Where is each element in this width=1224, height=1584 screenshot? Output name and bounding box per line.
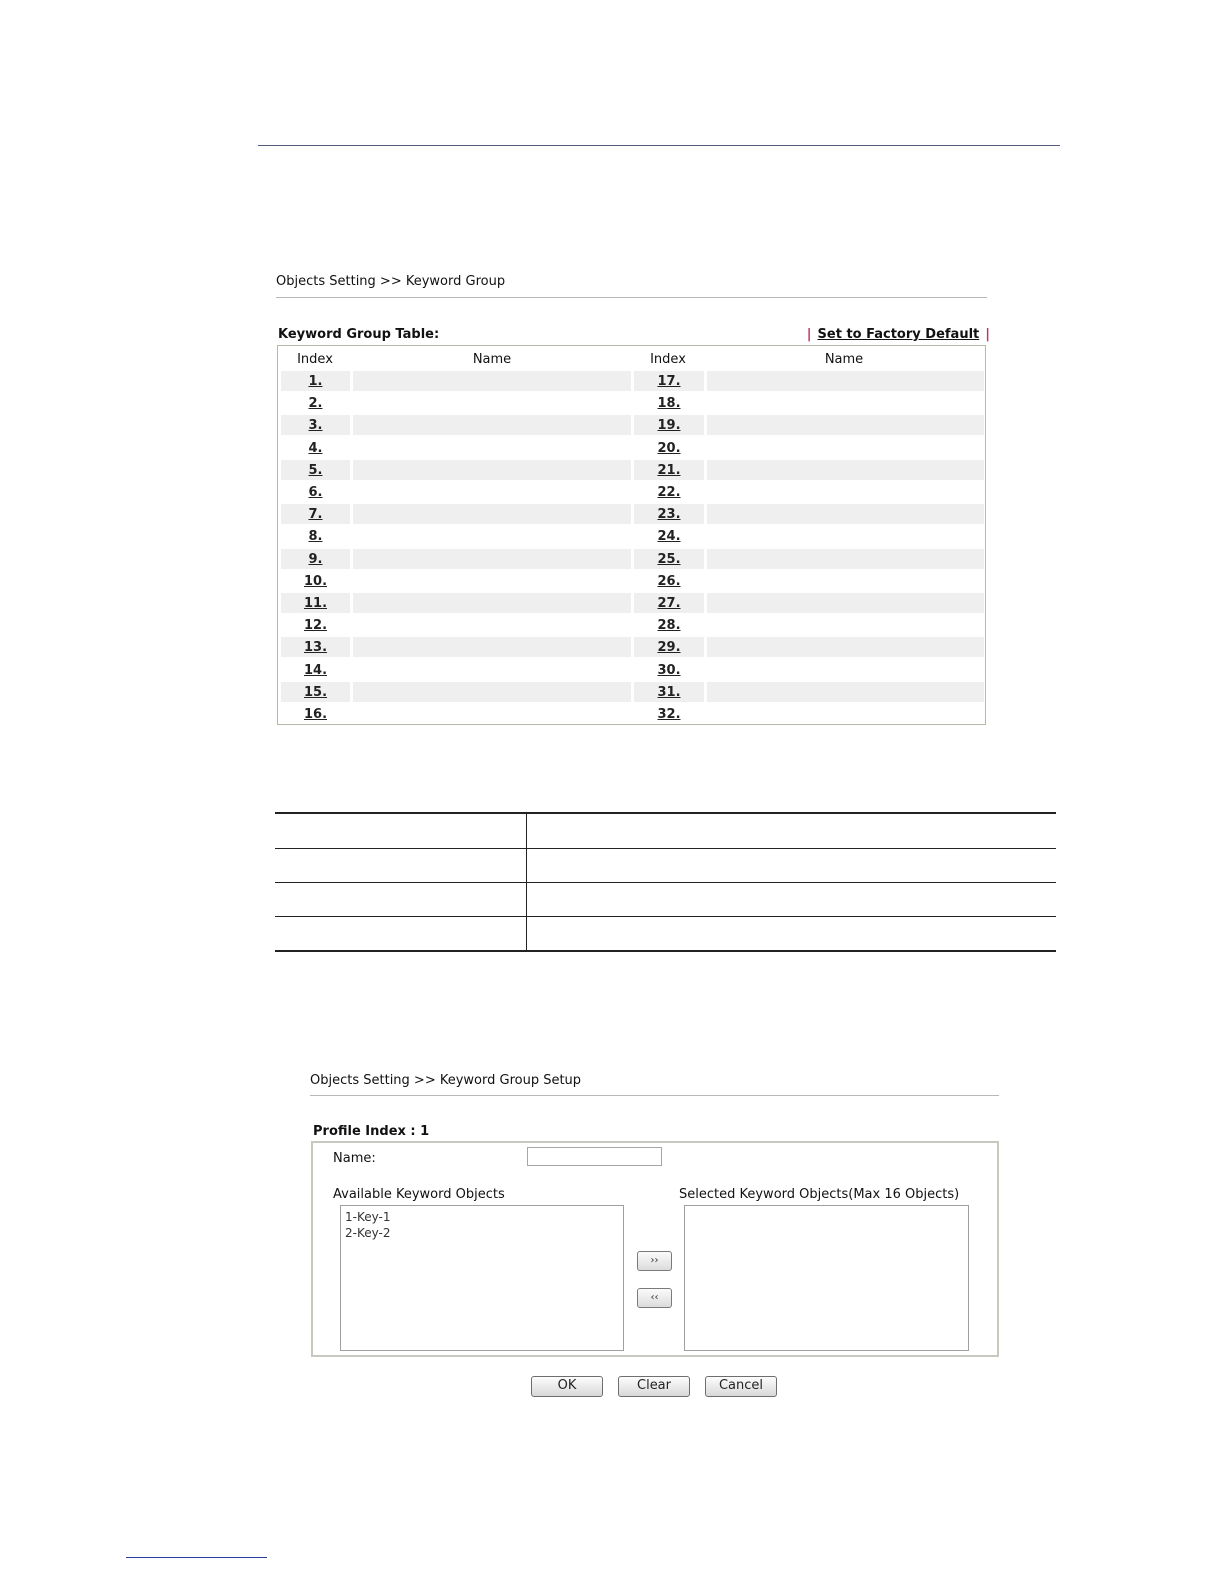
name-cell xyxy=(707,593,984,613)
name-cell xyxy=(707,549,984,569)
index-cell xyxy=(281,660,350,680)
separator: | xyxy=(806,327,812,342)
table-row xyxy=(281,549,984,569)
index-cell xyxy=(634,393,704,413)
index-link[interactable]: 7. xyxy=(308,507,323,523)
index-link[interactable]: 5. xyxy=(308,462,323,478)
keyword-group-table xyxy=(277,345,986,725)
index-link[interactable]: 26. xyxy=(657,573,681,589)
index-cell xyxy=(281,682,350,702)
table-row xyxy=(281,571,984,591)
index-cell xyxy=(634,682,704,702)
index-cell xyxy=(634,460,704,480)
index-cell xyxy=(634,526,704,546)
table-row xyxy=(281,415,984,435)
index-cell xyxy=(281,571,350,591)
name-cell xyxy=(707,371,984,391)
table-row xyxy=(281,438,984,458)
index-link[interactable]: 28. xyxy=(657,618,681,634)
table-row xyxy=(281,637,984,657)
index-cell xyxy=(281,482,350,502)
index-cell xyxy=(281,593,350,613)
table-row xyxy=(281,615,984,635)
name-cell xyxy=(353,438,631,458)
name-cell xyxy=(707,615,984,635)
name-cell xyxy=(353,415,631,435)
index-link[interactable]: 24. xyxy=(657,529,681,545)
name-cell xyxy=(707,637,984,657)
table-row xyxy=(281,526,984,546)
name-cell xyxy=(353,704,631,724)
name-cell xyxy=(353,504,631,524)
index-cell xyxy=(634,593,704,613)
index-cell xyxy=(281,615,350,635)
name-cell xyxy=(353,371,631,391)
column-header-index: Index xyxy=(650,352,686,367)
add-object-button[interactable]: ›› xyxy=(637,1251,672,1271)
row-divider xyxy=(275,848,1056,849)
page-header-rule xyxy=(258,145,1060,146)
index-cell xyxy=(634,438,704,458)
name-cell xyxy=(707,526,984,546)
name-cell xyxy=(353,615,631,635)
name-cell xyxy=(353,637,631,657)
index-cell xyxy=(634,704,704,724)
index-cell xyxy=(634,371,704,391)
index-link[interactable]: 9. xyxy=(308,551,323,567)
index-cell xyxy=(634,637,704,657)
row-divider xyxy=(275,882,1056,883)
index-link[interactable]: 32. xyxy=(657,707,681,722)
index-cell xyxy=(281,438,350,458)
index-cell xyxy=(634,615,704,635)
index-link[interactable]: 11. xyxy=(303,596,328,611)
index-cell xyxy=(634,504,704,524)
index-cell xyxy=(281,393,350,413)
column-header-name: Name xyxy=(824,352,864,367)
setup-breadcrumb: Objects Setting >> Keyword Group Setup xyxy=(310,1073,582,1088)
index-cell xyxy=(634,549,704,569)
list-item[interactable]: 1-Key-1 xyxy=(345,1210,391,1224)
row-divider xyxy=(275,916,1056,917)
index-cell xyxy=(281,504,350,524)
available-objects-list[interactable] xyxy=(340,1205,624,1351)
breadcrumb-divider xyxy=(310,1095,999,1096)
table-row xyxy=(281,593,984,613)
index-link[interactable]: 1. xyxy=(308,374,323,389)
index-cell xyxy=(634,415,704,435)
ok-button[interactable]: OK xyxy=(531,1376,603,1397)
index-link[interactable]: 8. xyxy=(308,529,323,545)
name-input[interactable] xyxy=(527,1147,662,1166)
name-cell xyxy=(707,393,984,413)
name-cell xyxy=(707,482,984,502)
clear-button[interactable]: Clear xyxy=(618,1376,690,1397)
index-cell xyxy=(281,526,350,546)
index-link[interactable]: 29. xyxy=(657,640,681,656)
name-cell xyxy=(353,571,631,591)
table-row xyxy=(281,482,984,502)
separator: | xyxy=(985,327,990,342)
list-item[interactable]: 2-Key-2 xyxy=(345,1226,391,1240)
name-cell xyxy=(353,482,631,502)
remove-object-button[interactable]: ‹‹ xyxy=(637,1288,672,1308)
index-link[interactable]: 17. xyxy=(657,374,681,389)
name-cell xyxy=(353,593,631,613)
set-factory-default-link[interactable]: Set to Factory Default xyxy=(817,327,980,342)
index-cell xyxy=(281,637,350,657)
index-link[interactable]: 14. xyxy=(303,662,328,678)
name-cell xyxy=(707,704,984,724)
table-title: Keyword Group Table: xyxy=(278,327,440,342)
index-cell xyxy=(634,571,704,591)
table-row xyxy=(281,460,984,480)
index-cell xyxy=(634,482,704,502)
selected-objects-label: Selected Keyword Objects(Max 16 Objects) xyxy=(679,1187,960,1202)
index-cell xyxy=(281,460,350,480)
index-link[interactable]: 2. xyxy=(308,396,323,412)
index-cell xyxy=(634,660,704,680)
index-cell xyxy=(281,704,350,724)
name-cell xyxy=(707,504,984,524)
index-link[interactable]: 6. xyxy=(308,485,323,500)
index-link[interactable]: 25. xyxy=(657,551,681,567)
index-link[interactable]: 10. xyxy=(303,573,328,589)
name-cell xyxy=(707,660,984,680)
table-top-border xyxy=(275,812,1056,814)
name-cell xyxy=(707,460,984,480)
index-link[interactable]: 3. xyxy=(308,418,323,434)
table-row xyxy=(281,682,984,702)
profile-index: Profile Index : 1 xyxy=(313,1124,430,1139)
index-link[interactable]: 18. xyxy=(657,396,681,412)
breadcrumb-divider xyxy=(276,297,987,298)
table-row xyxy=(281,660,984,680)
available-objects-label: Available Keyword Objects xyxy=(333,1187,505,1202)
name-cell xyxy=(707,682,984,702)
index-link[interactable]: 31. xyxy=(657,684,681,700)
description-table xyxy=(275,812,1056,953)
index-link[interactable]: 22. xyxy=(657,485,681,500)
index-link[interactable]: 12. xyxy=(303,618,328,634)
index-link[interactable]: 30. xyxy=(657,662,681,678)
index-cell xyxy=(281,415,350,435)
factory-default-link-wrap xyxy=(801,327,990,342)
name-cell xyxy=(353,460,631,480)
column-header-index: Index xyxy=(297,352,333,367)
name-cell xyxy=(707,415,984,435)
column-header-name: Name xyxy=(472,352,512,367)
name-cell xyxy=(353,549,631,569)
index-link[interactable]: 23. xyxy=(657,507,681,523)
column-divider xyxy=(526,814,527,951)
selected-objects-list[interactable] xyxy=(684,1205,969,1351)
cancel-button[interactable]: Cancel xyxy=(705,1376,777,1397)
name-cell xyxy=(353,682,631,702)
footer-rule xyxy=(126,1557,267,1558)
name-label: Name: xyxy=(333,1151,376,1166)
index-link[interactable]: 4. xyxy=(308,440,323,456)
name-cell xyxy=(707,571,984,591)
index-cell xyxy=(281,371,350,391)
name-cell xyxy=(353,660,631,680)
name-cell xyxy=(707,438,984,458)
name-cell xyxy=(353,393,631,413)
table-row xyxy=(281,371,984,391)
index-link[interactable]: 20. xyxy=(657,440,681,456)
index-link[interactable]: 27. xyxy=(657,596,681,611)
table-bottom-border xyxy=(275,950,1056,952)
index-link[interactable]: 21. xyxy=(657,462,681,478)
table-row xyxy=(281,393,984,413)
index-cell xyxy=(281,549,350,569)
index-link[interactable]: 15. xyxy=(303,684,328,700)
table-row xyxy=(281,704,984,724)
breadcrumb: Objects Setting >> Keyword Group xyxy=(276,274,506,289)
table-row xyxy=(281,504,984,524)
index-link[interactable]: 16. xyxy=(303,707,328,722)
index-link[interactable]: 19. xyxy=(657,418,681,434)
name-cell xyxy=(353,526,631,546)
index-link[interactable]: 13. xyxy=(303,640,328,656)
